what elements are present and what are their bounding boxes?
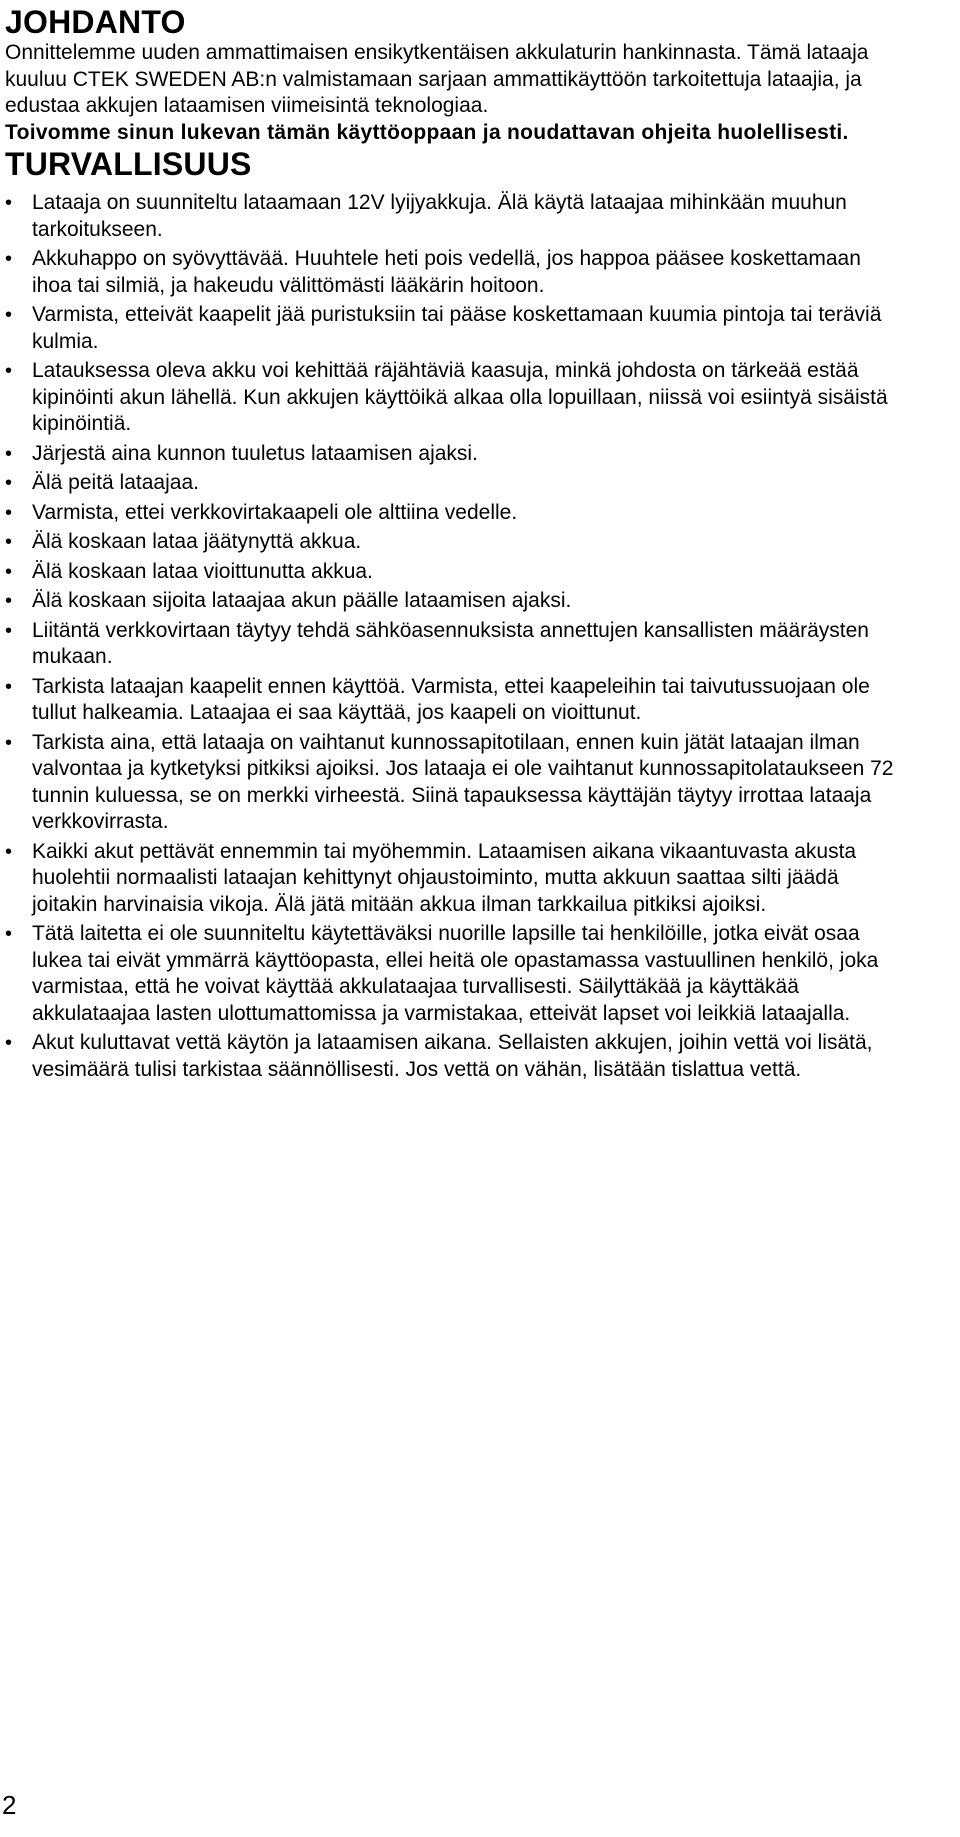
bullet-icon: • [5,501,13,524]
bullet-icon: • [5,923,13,945]
safety-item-3 [5,302,905,355]
safety-item-text: Älä koskaan sijoita lataajaa akun päälle lataamisen ajaksi. [32,589,572,612]
safety-item-15 [5,921,905,1027]
intro-heading: JOHDANTO [5,4,186,40]
safety-item-16 [5,1030,905,1083]
page-number: 2 [2,1790,17,1820]
bullet-icon: • [5,442,13,465]
safety-item-text: Lataaja on suunniteltu lataamaan 12V lyijyakkuja. Älä käytä lataajaa mihinkään muuhun tarkoitukseen. [32,191,847,241]
safety-item-5 [5,441,905,468]
safety-item-text: Tätä laitetta ei ole suunniteltu käytettäväksi nuorille lapsille tai henkilöille, jotka eivät osaa lukea tai eivät ymmärrä käyttöopasta, ellei heitä ole opastamassa vastuullinen henkilö, joka varmistaa, että he voivat käyttää akkulataajaa turvallisesti. Säilyttäkää ja käyttäkää akkulataajaa lasten ulottumattomissa ja varmistakaa, etteivät lapset voi leikkiä lataajalla. [32,922,879,1025]
safety-item-text: Tarkista lataajan kaapelit ennen käyttöä. Varmista, ettei kaapeleihin tai taivutussuojaan ole tullut halkeamia. Lataajaa ei saa käyttää, jos kaapeli on vioittunut. [32,674,870,724]
bullet-icon: • [5,1032,13,1054]
safety-item-4 [5,358,905,438]
safety-item-text: Varmista, ettei verkkovirtakaapeli ole alttiina vedelle. [32,500,518,524]
safety-item-14 [5,839,905,919]
intro-paragraph [5,40,905,146]
safety-heading: TURVALLISUUS [5,146,252,182]
safety-item-text: Akut kuluttavat vettä käytön ja lataamisen aikana. Sellaisten akkujen, joihin vettä voi lisätä, vesimäärä tulisi tarkistaa säännöllisesti. Jos vettä on vähän, lisätään tislattua vettä. [32,1031,873,1081]
document-page [5,4,905,1086]
safety-item-text: Älä peitä lataajaa. [32,471,199,494]
bullet-icon: • [5,360,13,382]
safety-item-text: Älä koskaan lataa vioittunutta akkua. [32,559,373,583]
safety-item-13 [5,730,905,836]
bullet-icon: • [5,590,13,612]
safety-item-2 [5,246,905,299]
safety-item-10 [5,588,905,615]
bullet-icon: • [5,619,13,642]
bullet-icon: • [5,731,13,754]
safety-item-text: Kaikki akut pettävät ennemmin tai myöhemmin. Lataamisen aikana vikaantuvasta akusta huolehtii normaalisti lataajan kehittynyt ohjaustoiminto, mutta akkuun saattaa silti jäädä joitakin harvinaisia vikoja. Älä jätä mitään akkua ilman tarkkailua pitkiksi ajoiksi. [32,839,857,916]
intro-emphasis: Toivomme sinun lukevan tämän käyttöoppaan ja noudattavan ohjeita huolellisesti. [5,120,849,144]
bullet-icon: • [5,248,13,270]
safety-item-text: Latauksessa oleva akku voi kehittää räjähtäviä kaasuja, minkä johdosta on tärkeää estää kipinöinti akun lähellä. Kun akkujen käyttöikä alkaa olla lopuillaan, niissä voi esiintyä sisäistä kipinöintiä. [32,359,888,435]
bullet-icon: • [5,675,13,698]
safety-item-1 [5,190,905,243]
safety-item-text: Järjestä aina kunnon tuuletus lataamisen ajaksi. [32,441,478,465]
bullet-icon: • [5,304,13,326]
safety-item-12 [5,674,905,727]
safety-list [5,190,905,1083]
safety-item-8 [5,529,905,556]
safety-item-text: Tarkista aina, että lataaja on vaihtanut kunnossapitotilaan, ennen kuin jätät lataajan ilman valvontaa ja kytketyksi pitkiksi ajoiksi. Jos lataaja ei ole vaihtanut kunnossapitolataukseen 72 tunnin kuluessa, se on merkki virheestä. Siinä tapauksessa käyttäjän täytyy irrottaa lataaja verkkovirrasta. [32,730,894,833]
safety-item-text: Älä koskaan lataa jäätynyttä akkua. [32,530,362,553]
safety-item-7 [5,500,905,527]
bullet-icon: • [5,531,13,553]
bullet-icon: • [5,192,13,214]
safety-item-text: Liitäntä verkkovirtaan täytyy tehdä sähköasennuksista annettujen kansallisten määräysten mukaan. [32,618,869,668]
safety-item-text: Varmista, etteivät kaapelit jää puristuksiin tai pääse koskettamaan kuumia pintoja tai teräviä kulmia. [32,303,882,353]
bullet-icon: • [5,472,13,494]
safety-item-6 [5,470,905,497]
safety-item-text: Akkuhappo on syövyttävää. Huuhtele heti pois vedellä, jos happoa pääsee koskettamaan ihoa tai silmiä, ja hakeudu välittömästi lääkärin hoitoon. [32,247,861,297]
intro-text: Onnittelemme uuden ammattimaisen ensikytkentäisen akkulaturin hankinnasta. Tämä lataaja kuuluu CTEK SWEDEN AB:n valmistamaan sarjaan ammattikäyttöön tarkoitettuja lataajia, ja edustaa akkujen lataamisen viimeisintä teknologiaa. [5,41,869,117]
safety-item-11 [5,618,905,671]
bullet-icon: • [5,840,13,863]
bullet-icon: • [5,560,13,583]
safety-item-9 [5,559,905,586]
